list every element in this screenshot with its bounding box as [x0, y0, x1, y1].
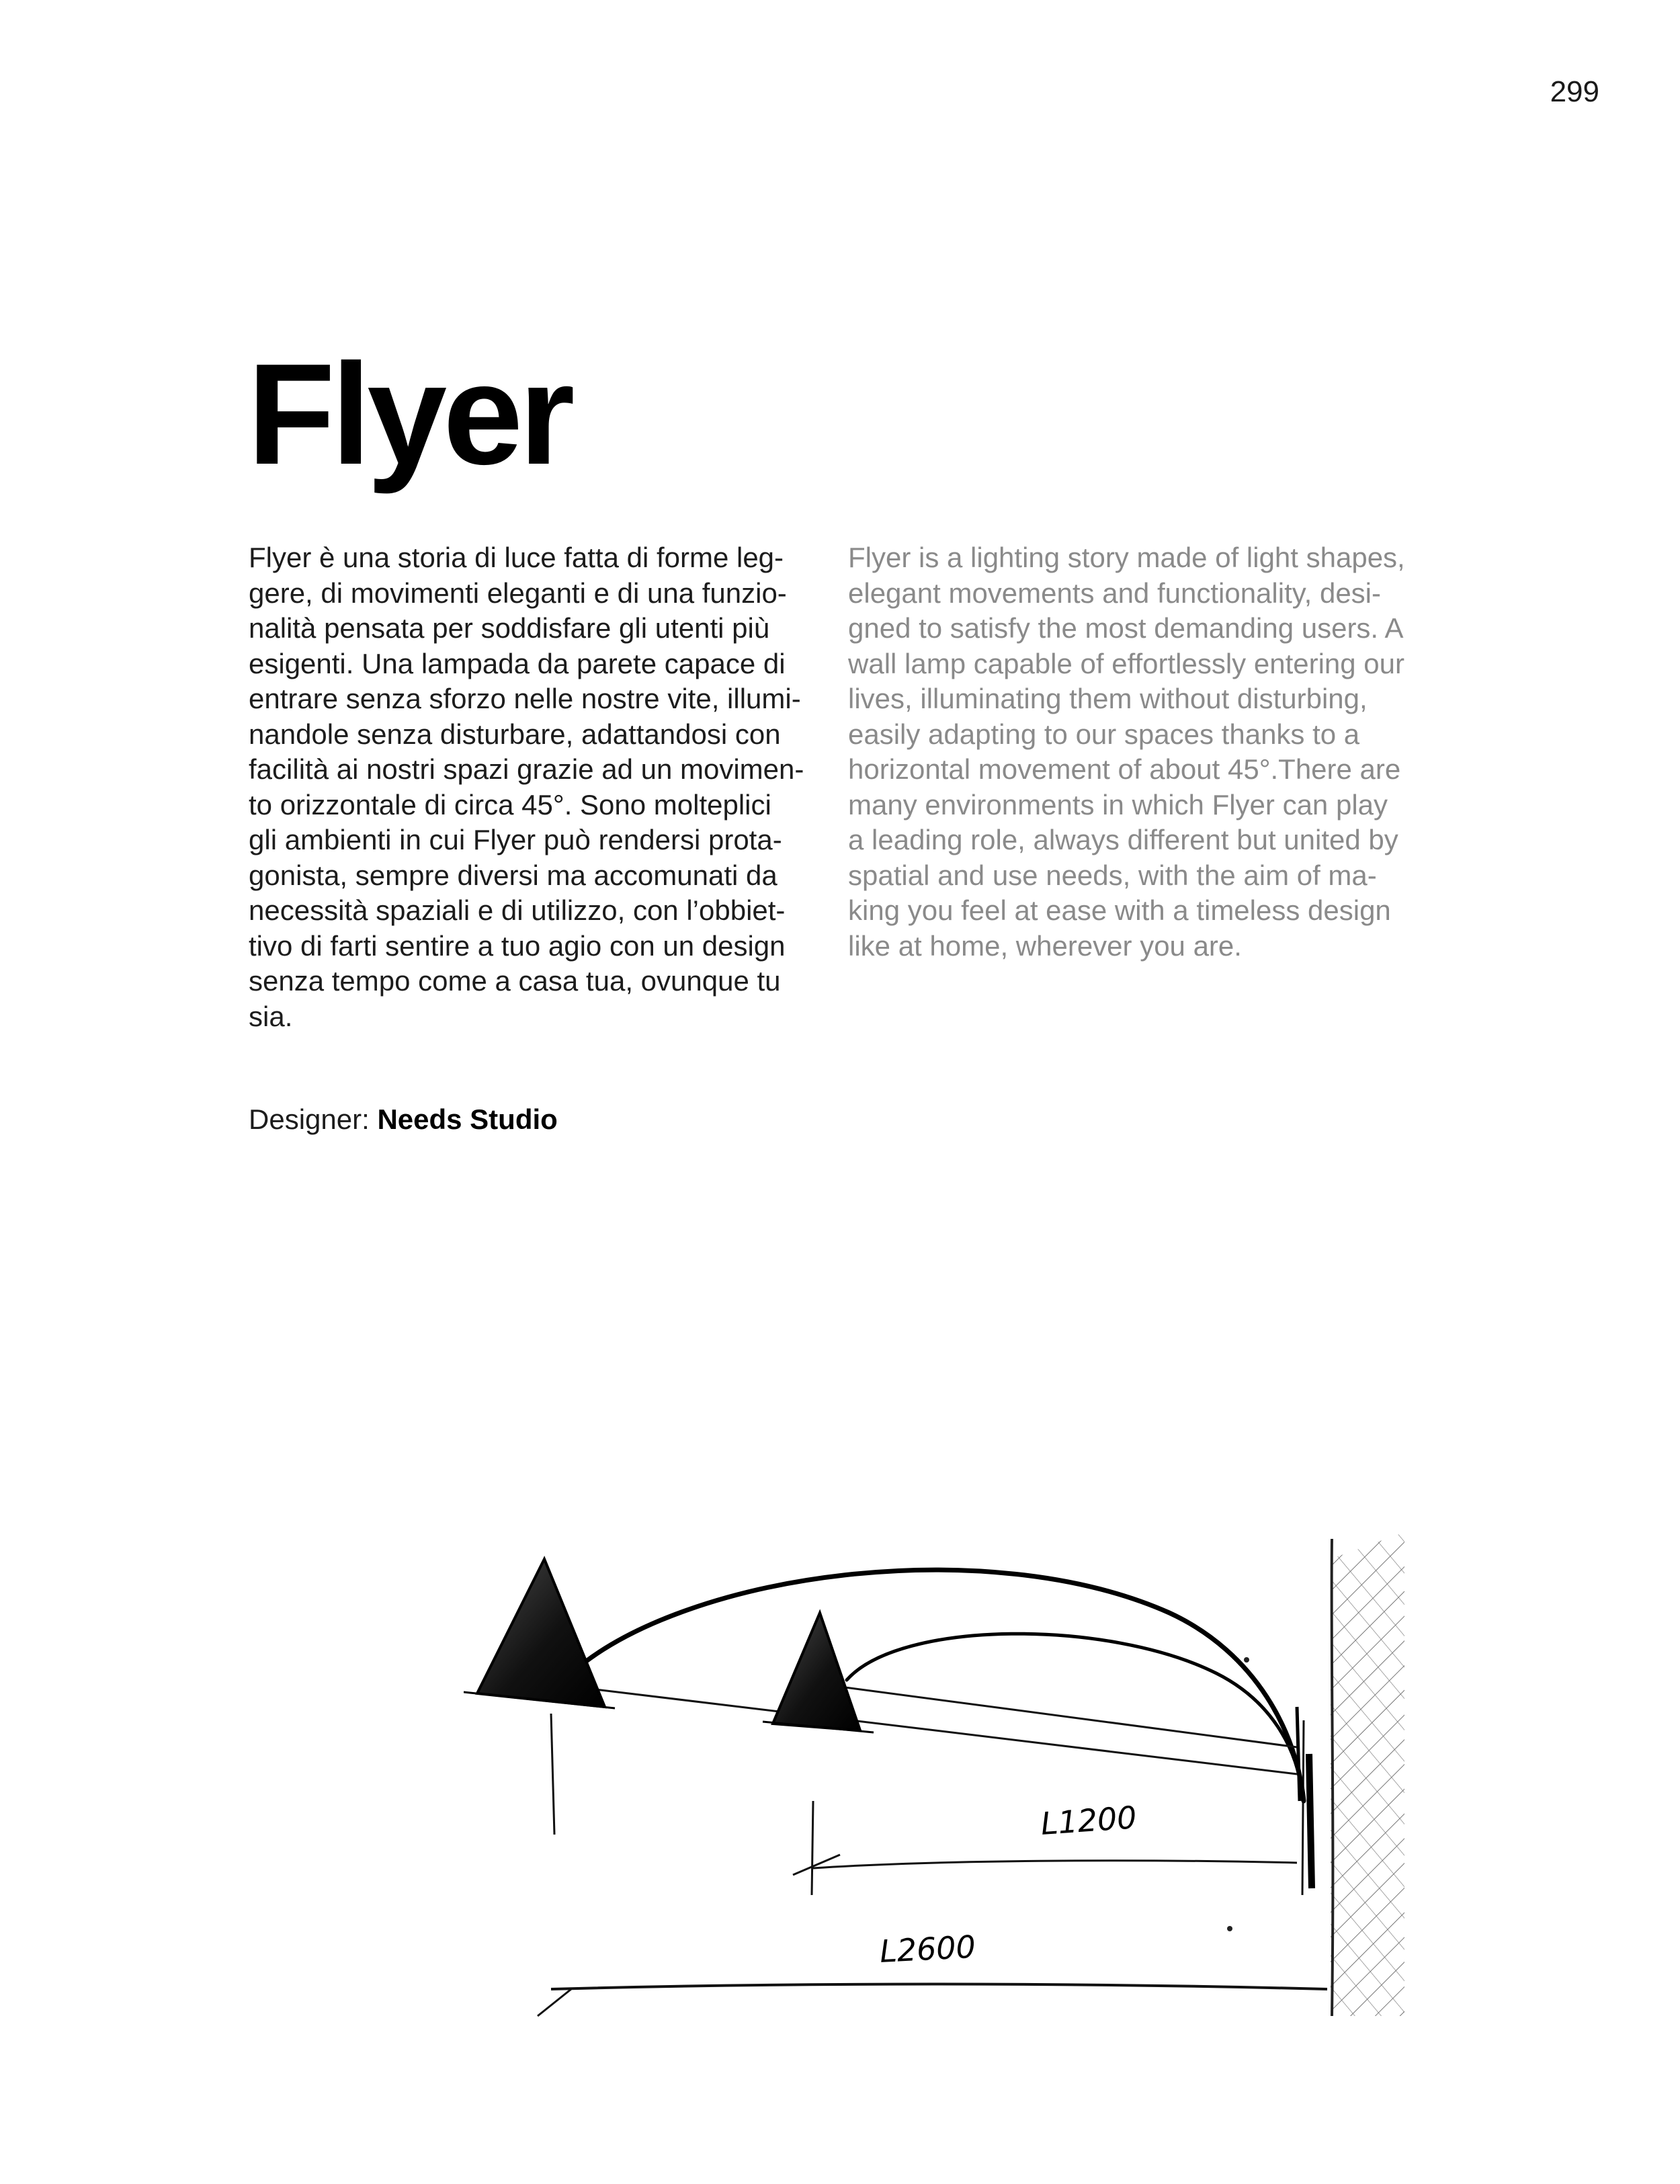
long-arm-cable	[517, 1680, 1297, 1774]
description-english: Flyer is a lighting story made of light shapes, elegant movements and functionality, desi- gned to satisfy the most demanding users. A wall lamp capable of effortlessly entering our lives, illuminating them without disturbing, easily adapting to our spaces thanks to a horizontal movement of about 45°.There are many environments in which Flyer can play a leading role, always different but united by spatial and use needs, with the aim of ma- king you feel at ease with a timeless design like at home, wherever you are.	[848, 542, 1405, 962]
page-number: 299	[1550, 75, 1599, 108]
description-italian: Flyer è una storia di luce fatta di forme leg- gere, di movimenti eleganti e di una funzio- nalità pensata per soddisfare gli utenti più esigenti. Una lampada da parete capace di entrare senza sforzo nelle nostre vite, illumi- nandole senza disturbare, adattandosi con facilità ai nostri spazi grazie ad un movimen- to orizzontale di circa 45°. Sono molteplici gli ambienti in cui Flyer può rendersi prota- gonista, sempre diversi ma accomunati da necessità spaziali e di utilizzo, con l’obbiet- tivo di farti sentire a tuo agio con un design senza tempo come a casa tua, ovunque tu sia.	[249, 542, 804, 1032]
designer-credit	[249, 1102, 558, 1137]
long-arm-arc	[571, 1570, 1304, 1801]
dimension-line-long	[551, 1984, 1327, 1990]
short-arm-cable	[840, 1687, 1297, 1747]
designer-label: Designer:	[249, 1103, 370, 1135]
lamp-sketch-illustration	[464, 1519, 1438, 2029]
dimension-label-long: L2600	[878, 1928, 977, 1970]
dimension-line-short	[813, 1861, 1297, 1868]
dimension-label-short: L1200	[1040, 1799, 1138, 1842]
designer-name: Needs Studio	[377, 1103, 558, 1135]
product-title: Flyer	[247, 334, 571, 495]
wall-hatching	[1331, 1532, 1404, 2016]
lamp-shade-large	[464, 1559, 615, 1708]
